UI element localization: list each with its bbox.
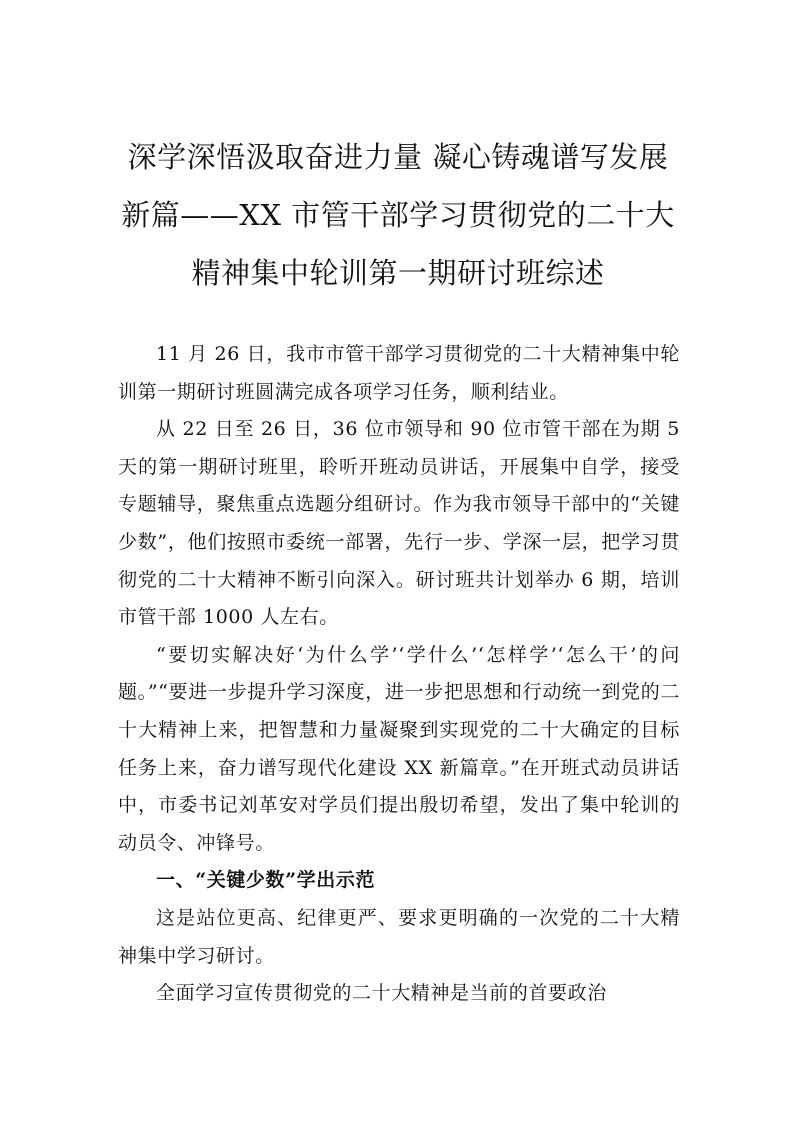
body-paragraph: “要切实解决好‘为什么学’‘学什么’‘怎样学’‘怎么干’的问题。”“要进一步提升学习深度，进一步把思想和行动统一到党的二十大精神上来，把智慧和力量凝聚到实现党的二十大确定的目标任务上来，奋力谱写现代化建设 XX 新篇章。”在开班式动员讲话中，市委书记刘革安对学员们提出殷切希望，发出了集中轮训的动员令、冲锋号。 bbox=[118, 643, 680, 854]
title-line: 新篇——XX 市管干部学习贯彻党的二十大 bbox=[121, 198, 675, 232]
body-paragraph: 从 22 日至 26 日，36 位市领导和 90 位市管干部在为期 5 天的第一期研讨班里，聆听开班动员讲话，开展集中自学，接受专题辅导，聚焦重点选题分组研讨。作为我市领导干部中的“关键少数”，他们按照市委统一部署，先行一步、学深一层，把学习贯彻党的二十大精神不断引向深入。研讨班共计划举办 6 期，培训市管干部 1000 人左右。 bbox=[118, 418, 680, 629]
body-paragraph: 全面学习宣传贯彻党的二十大精神是当前的首要政治 bbox=[156, 982, 607, 1005]
section-heading: 一、“关键少数”学出示范 bbox=[156, 869, 376, 892]
document-title bbox=[118, 128, 678, 302]
title-line: 深学深悟汲取奋进力量 凝心铸魂谱写发展 bbox=[127, 140, 669, 174]
body-paragraph: 11 月 26 日，我市市管干部学习贯彻党的二十大精神集中轮训第一期研讨班圆满完成各项学习任务，顺利结业。 bbox=[118, 343, 680, 403]
document-body bbox=[118, 336, 680, 1013]
body-paragraph: 这是站位更高、纪律更严、要求更明确的一次党的二十大精神集中学习研讨。 bbox=[118, 906, 680, 967]
title-line: 精神集中轮训第一期研讨班综述 bbox=[191, 256, 605, 290]
